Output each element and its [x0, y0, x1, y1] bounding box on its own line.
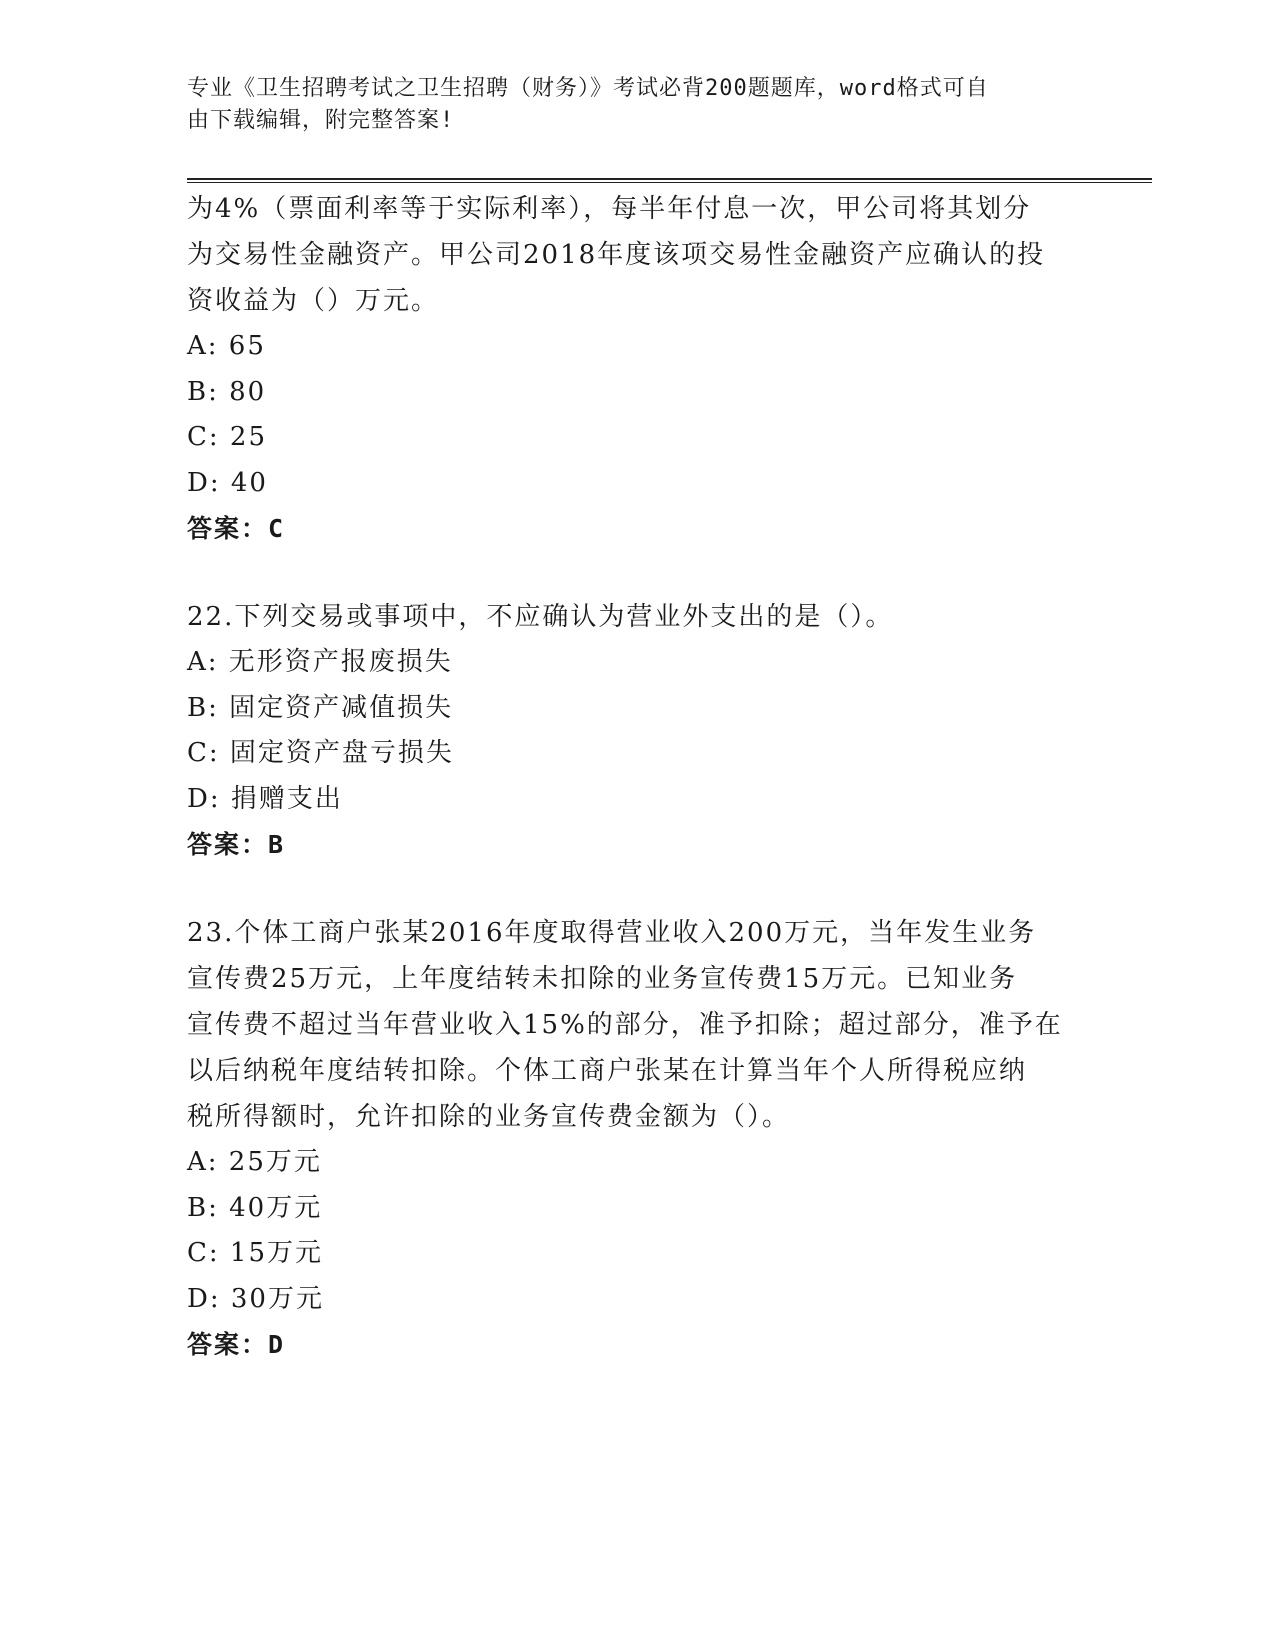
question-block	[187, 910, 1087, 1368]
option-c: C: 15万元	[187, 1238, 324, 1268]
option-c: C: 固定资产盘亏损失	[187, 738, 454, 768]
question-stem-line: 宣传费不超过当年营业收入15%的部分，准予扣除；超过部分，准予在	[187, 1010, 1063, 1040]
option-c: C: 25	[187, 422, 268, 452]
option-b: B: 40万元	[187, 1192, 323, 1223]
header-line-1: 专业《卫生招聘考试之卫生招聘（财务）》考试必背200题题库，word格式可自	[187, 76, 989, 101]
option-b: B: 80	[187, 376, 267, 407]
question-stem-line: 税所得额时，允许扣除的业务宣传费金额为（）。	[187, 1102, 791, 1132]
question-stem-line: 22.下列交易或事项中，不应确认为营业外支出的是（）。	[187, 602, 894, 632]
option-d: D: 捐赠支出	[187, 783, 343, 814]
question-stem-line: 为交易性金融资产。甲公司2018年度该项交易性金融资产应确认的投	[187, 240, 1046, 270]
answer-line: 答案：B	[187, 830, 286, 859]
question-stem-line: 资收益为（）万元。	[187, 286, 440, 316]
question-stem-line: 以后纳税年度结转扣除。个体工商户张某在计算当年个人所得税应纳	[187, 1056, 1028, 1086]
question-block	[187, 594, 1087, 868]
question-stem-line: 23.个体工商户张某2016年度取得营业收入200万元，当年发生业务	[187, 918, 1037, 948]
option-a: A: 无形资产报废损失	[187, 647, 453, 677]
option-a: A: 25万元	[187, 1147, 322, 1177]
header-line-2: 由下载编辑，附完整答案!	[187, 108, 455, 133]
question-stem-line: 宣传费25万元，上年度结转未扣除的业务宣传费15万元。已知业务	[187, 964, 1018, 994]
spacer	[187, 552, 1087, 594]
question-block	[187, 186, 1087, 552]
option-b: B: 固定资产减值损失	[187, 692, 454, 723]
option-d: D: 40	[187, 467, 268, 498]
option-a: A: 65	[187, 331, 266, 361]
question-stem-line: 为4%（票面利率等于实际利率），每半年付息一次，甲公司将其划分	[187, 194, 1032, 224]
document-header	[187, 73, 1067, 137]
answer-line: 答案：D	[187, 1330, 286, 1359]
question-list	[187, 186, 1087, 1368]
answer-line: 答案：C	[187, 514, 286, 543]
option-d: D: 30万元	[187, 1283, 324, 1314]
header-divider	[187, 178, 1152, 183]
spacer	[187, 868, 1087, 910]
